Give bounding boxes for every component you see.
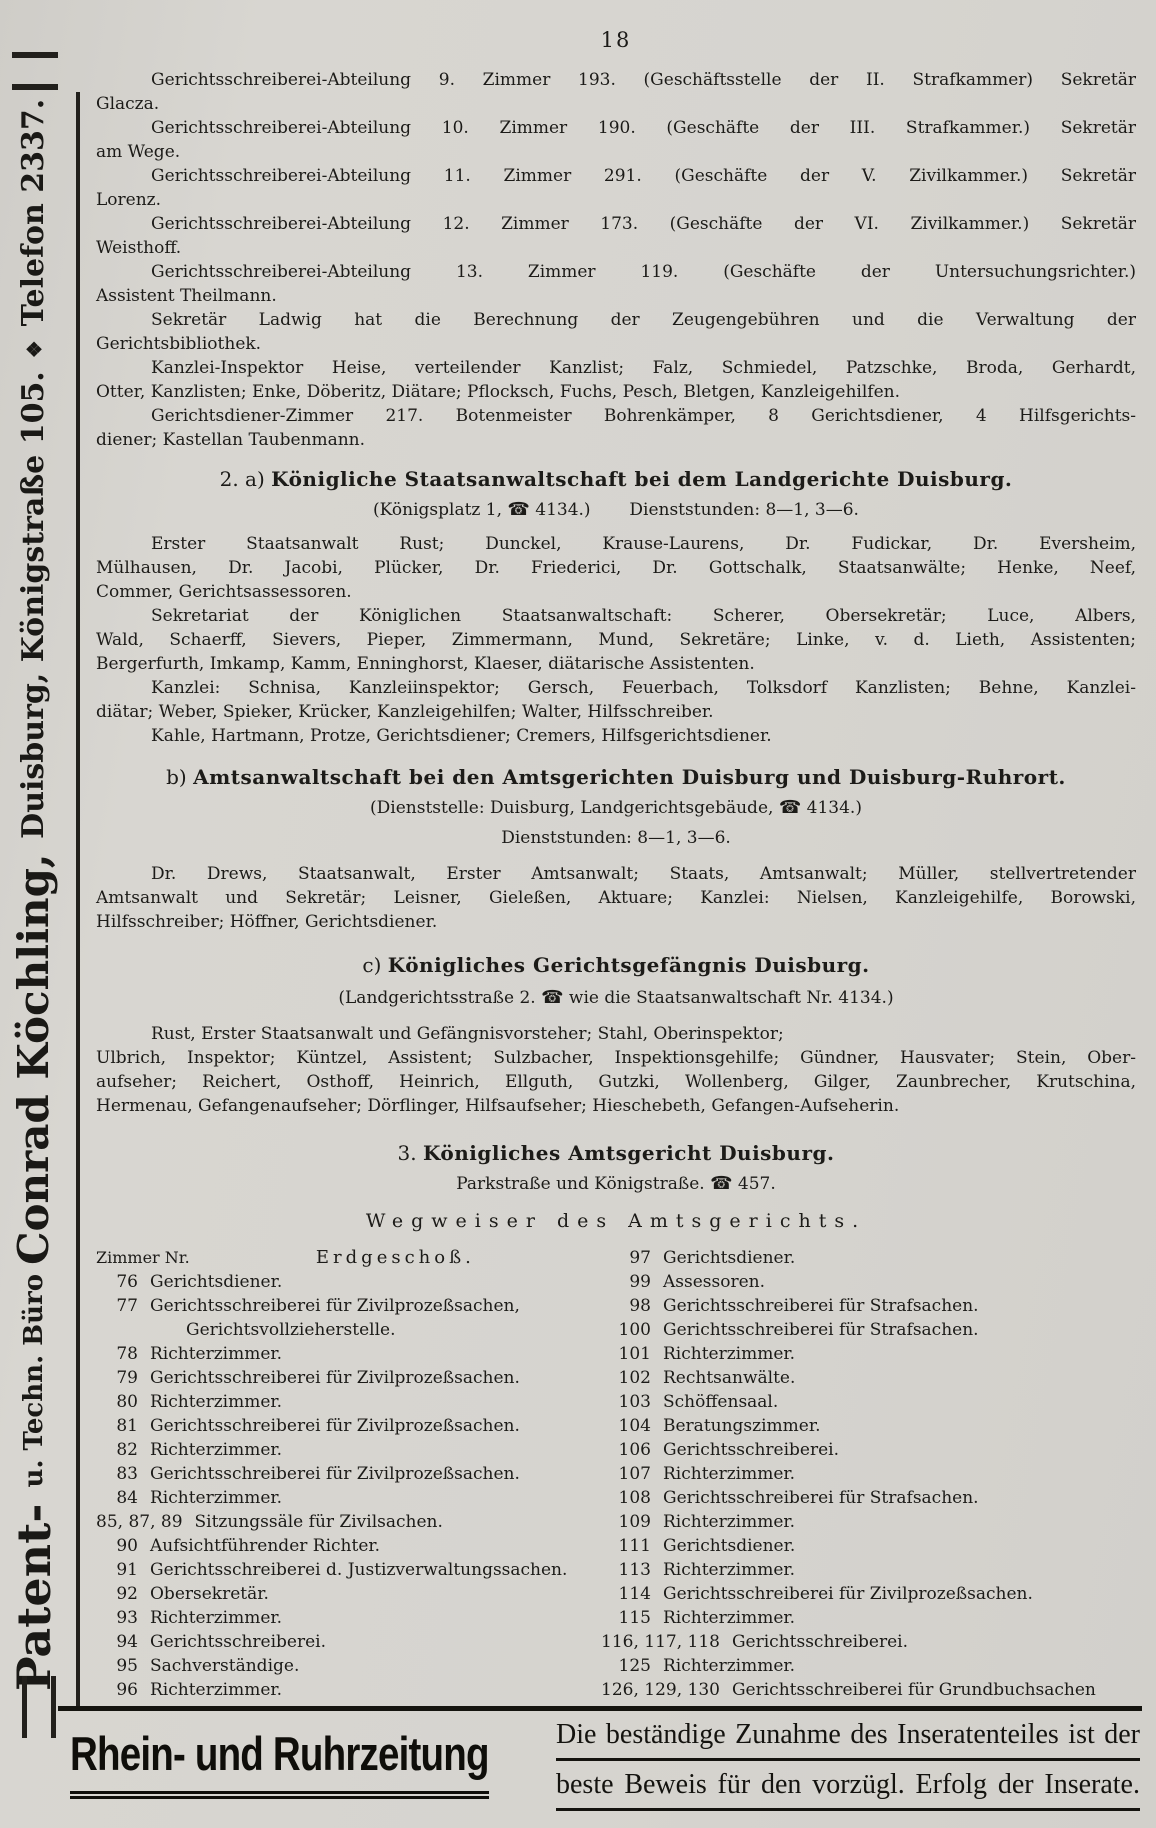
wegweiser-row [601, 1582, 1136, 1606]
text-line: Erster Staatsanwalt Rust; Dunckel, Krause-Laurens, Dr. Fudickar, Dr. Eversheim, [151, 534, 1136, 554]
room-number: 114 [618, 1584, 651, 1604]
text-line: Gerichtsbibliothek. [96, 334, 262, 354]
section-c-address-line [96, 986, 1136, 1010]
room-label: Richterzimmer. [663, 1464, 796, 1484]
wegweiser-row [601, 1318, 1136, 1342]
room-label: Richterzimmer. [150, 1680, 283, 1700]
newspaper-brand: Rhein- und Ruhrzeitung [70, 1726, 489, 1799]
wegweiser-row [601, 1486, 1136, 1510]
section-c-heading [96, 952, 1136, 978]
text-line: Gerichtsschreiberei-Abteilung 11. Zimmer 291. (Geschäfte der V. Zivilkammer.) Sekretär [151, 166, 1136, 186]
wegweiser-row [601, 1462, 1136, 1486]
room-label: Gerichtsvollzieherstelle. [186, 1320, 396, 1340]
wegweiser-left-rows [96, 1270, 601, 1702]
wegweiser-row [601, 1678, 1136, 1702]
text-line: Gerichtsschreiberei-Abteilung 12. Zimmer 173. (Geschäfte der VI. Zivilkammer.) Sekretär [151, 214, 1136, 234]
floor-header: Erdgeschoß. [315, 1247, 475, 1268]
room-label: Gerichtsschreiberei für Zivilprozeßsachen. [150, 1368, 520, 1388]
footer-ad-line: Die beständige Zunahme des Inseratenteiles ist der [556, 1718, 1140, 1761]
room-number: 108 [618, 1488, 651, 1508]
text-line: Weisthoff. [96, 238, 182, 258]
section-title: Königliches Amtsgericht Duisburg. [422, 1141, 835, 1165]
sidebar-street: Königstraße 105. [16, 360, 51, 663]
wegweiser-row [96, 1318, 601, 1342]
phone-icon: ☎ [507, 499, 530, 520]
intro-paragraphs [96, 68, 1136, 452]
sidebar-city: Duisburg, [16, 662, 51, 839]
text-line: Glacza. [96, 94, 160, 114]
text-line: Commer, Gerichtsassessoren. [96, 582, 352, 602]
section3-address-line [96, 1172, 1136, 1196]
section-b-address-line [96, 796, 1136, 820]
wegweiser-left-column [96, 1246, 601, 1702]
room-number: 84 [116, 1488, 138, 1508]
wegweiser-row [96, 1486, 601, 1510]
wegweiser-row [601, 1654, 1136, 1678]
text-line: Kanzlei-Inspektor Heise, verteilender Kanzlist; Falz, Schmiedel, Patzschke, Broda, Gerhardt, [151, 358, 1136, 378]
wegweiser-row [601, 1366, 1136, 1390]
address-text: (Landgerichtsstraße 2. [338, 988, 536, 1008]
room-number: 80 [116, 1392, 138, 1412]
wegweiser-row [96, 1606, 601, 1630]
room-number: 83 [116, 1464, 138, 1484]
section-b-heading [96, 764, 1136, 790]
sidebar-ad-text [0, 0, 78, 1790]
room-number: 106 [618, 1440, 651, 1460]
sidebar-phone: Telefon 2337. [16, 98, 51, 337]
room-number: 100 [618, 1320, 651, 1340]
text-line: Wald, Schaerff, Sievers, Pieper, Zimmermann, Mund, Sekretäre; Linke, v. d. Lieth, Assistenten; [96, 630, 1136, 650]
section3-heading [96, 1140, 1136, 1166]
wegweiser-row [601, 1534, 1136, 1558]
room-label: Gerichtsdiener. [150, 1272, 283, 1292]
room-number: 102 [618, 1368, 651, 1388]
wegweiser-row [96, 1390, 601, 1414]
sidebar-ad [0, 0, 84, 1828]
wegweiser-row [96, 1582, 601, 1606]
room-label: Gerichtsdiener. [663, 1248, 796, 1268]
room-label: Richterzimmer. [663, 1560, 796, 1580]
text-line: Amtsanwalt und Sekretär; Leisner, Gieleßen, Aktuare; Kanzlei: Nielsen, Kanzleigehilfe, Borowski, [96, 888, 1136, 908]
diamond-icon: ❖ [22, 336, 46, 361]
sidebar-divider-rule [76, 92, 80, 1708]
text-line: Gerichtsschreiberei-Abteilung 10. Zimmer 190. (Geschäfte der III. Strafkammer.) Sekretär [151, 118, 1136, 138]
text-line: Hermenau, Gefangenaufseher; Dörflinger, Hilfsaufseher; Hieschebeth, Gefangen-Aufseherin. [96, 1096, 900, 1116]
room-number: 125 [618, 1656, 651, 1676]
wegweiser-header-row [96, 1246, 601, 1270]
footer-ad-text [540, 1718, 1140, 1818]
address-text: (Dienststelle: Duisburg, Landgerichtsgebäude, [370, 798, 774, 818]
wegweiser-row [96, 1270, 601, 1294]
room-label: Richterzimmer. [663, 1656, 796, 1676]
room-number: 77 [116, 1296, 138, 1316]
wegweiser-row [96, 1462, 601, 1486]
room-label: Assessoren. [663, 1272, 766, 1292]
room-number: 95 [116, 1656, 138, 1676]
page-number: 18 [600, 28, 632, 52]
room-number: 126, 129, 130 [601, 1680, 720, 1700]
room-label: Richterzimmer. [150, 1488, 283, 1508]
room-label: Gerichtsschreiberei für Strafsachen. [663, 1296, 979, 1316]
text-line: diätar; Weber, Spieker, Krücker, Kanzleigehilfen; Walter, Hilfsschreiber. [96, 702, 714, 722]
text-line: Rust, Erster Staatsanwalt und Gefängnisvorsteher; Stahl, Oberinspektor; [151, 1024, 784, 1044]
wegweiser-row [601, 1630, 1136, 1654]
wegweiser-row [96, 1342, 601, 1366]
room-number [96, 1318, 138, 1342]
wegweiser-row [601, 1558, 1136, 1582]
text-line: Gerichtsschreiberei-Abteilung 13. Zimmer 119. (Geschäfte der Untersuchungsrichter.) [151, 262, 1136, 282]
office-hours: Dienststunden: 8—1, 3—6. [629, 500, 859, 520]
room-label: Richterzimmer. [150, 1392, 283, 1412]
wegweiser-row [96, 1366, 601, 1390]
section-title: Königliches Gerichtsgefängnis Duisburg. [387, 953, 870, 977]
footer-ad [70, 1718, 1140, 1818]
wegweiser-row [601, 1270, 1136, 1294]
room-label: Rechtsanwälte. [663, 1368, 796, 1388]
section-letter: b) [166, 765, 187, 789]
section-title: Amtsanwaltschaft bei den Amtsgerichten Duisburg und Duisburg-Ruhrort. [193, 765, 1066, 789]
room-number: 78 [116, 1344, 138, 1364]
address-text: (Königsplatz 1, [373, 500, 503, 520]
wegweiser-title: Wegweiser des Amtsgerichts. [365, 1210, 867, 1232]
room-number: 94 [116, 1632, 138, 1652]
room-label: Richterzimmer. [150, 1440, 283, 1460]
room-label: Gerichtsschreiberei für Zivilprozeßsachen. [150, 1464, 520, 1484]
wegweiser-row [96, 1678, 601, 1702]
wegweiser-right-column [601, 1246, 1136, 1702]
room-number: 99 [629, 1272, 651, 1292]
section-b-hours-line [96, 826, 1136, 850]
phone-icon: ☎ [541, 987, 564, 1008]
room-label: Beratungszimmer. [663, 1416, 821, 1436]
section-b-paragraphs [96, 862, 1136, 934]
room-label: Schöffensaal. [663, 1392, 779, 1412]
room-number: 103 [618, 1392, 651, 1412]
room-number: 92 [116, 1584, 138, 1604]
wegweiser-row [96, 1558, 601, 1582]
section-title: Königliche Staatsanwaltschaft bei dem Landgerichte Duisburg. [271, 467, 1013, 491]
text-line: diener; Kastellan Taubenmann. [96, 430, 366, 450]
wegweiser-row [96, 1510, 601, 1534]
newspaper-brand-wrap [70, 1718, 540, 1799]
address-text: Parkstraße und Königstraße. [456, 1174, 705, 1194]
room-label: Gerichtsdiener. [663, 1536, 796, 1556]
room-label: Gerichtsschreiberei. [731, 1632, 908, 1652]
room-number-header: Zimmer Nr. [96, 1248, 190, 1267]
room-number: 82 [116, 1440, 138, 1460]
room-label: Richterzimmer. [663, 1344, 796, 1364]
main-text-column [96, 0, 1136, 1702]
sidebar-word-buero: u. Techn. Büro [19, 1265, 49, 1488]
section-number: 3. [397, 1141, 417, 1165]
wegweiser-row [96, 1294, 601, 1318]
text-line: Gerichtsdiener-Zimmer 217. Botenmeister Bohrenkämper, 8 Gerichtsdiener, 4 Hilfsgerichts- [151, 406, 1136, 426]
wegweiser-right-rows [601, 1246, 1136, 1702]
phone-number: 457. [737, 1174, 776, 1194]
room-label: Gerichtsschreiberei. [663, 1440, 840, 1460]
section-letter: a) [245, 467, 265, 491]
wegweiser-row [601, 1342, 1136, 1366]
room-label: Gerichtsschreiberei für Zivilprozeßsachen. [150, 1416, 520, 1436]
footer-ad-line: beste Beweis für den vorzügl. Erfolg der Inserate. [556, 1768, 1140, 1811]
text-line: Gerichtsschreiberei-Abteilung 9. Zimmer 193. (Geschäftsstelle der II. Strafkammer) Sekretär [151, 70, 1136, 90]
room-label: Richterzimmer. [150, 1344, 283, 1364]
wegweiser-row [601, 1438, 1136, 1462]
text-line: Lorenz. [96, 190, 162, 210]
text-line: Mülhausen, Dr. Jacobi, Plücker, Dr. Friederici, Dr. Gottschalk, Staatsanwälte; Henke, Neef, [96, 558, 1136, 578]
section2-heading [96, 466, 1136, 492]
text-line: Dr. Drews, Staatsanwalt, Erster Amtsanwalt; Staats, Amtsanwalt; Müller, stellvertretender [151, 864, 1136, 884]
wegweiser-row [601, 1606, 1136, 1630]
office-hours: Dienststunden: 8—1, 3—6. [501, 828, 731, 848]
room-label: Richterzimmer. [663, 1512, 796, 1532]
room-number: 113 [618, 1560, 651, 1580]
room-label: Sachverständige. [150, 1656, 300, 1676]
text-line: Sekretariat der Königlichen Staatsanwaltschaft: Scherer, Obersekretär; Luce, Albers, [151, 606, 1136, 626]
room-label: Richterzimmer. [150, 1608, 283, 1628]
wegweiser-table [96, 1246, 1136, 1702]
room-label: Gerichtsschreiberei. [150, 1632, 327, 1652]
room-number: 101 [618, 1344, 651, 1364]
room-label: Gerichtsschreiberei für Zivilprozeßsachen. [663, 1584, 1033, 1604]
wegweiser-row [601, 1414, 1136, 1438]
room-number: 115 [618, 1608, 651, 1628]
wegweiser-row [96, 1534, 601, 1558]
room-number: 91 [116, 1560, 138, 1580]
room-label: Gerichtsschreiberei für Grundbuchsachen [731, 1680, 1096, 1700]
phone-note: wie die Staatsanwaltschaft Nr. 4134.) [568, 988, 894, 1008]
room-number: 107 [618, 1464, 651, 1484]
text-line: Ulbrich, Inspektor; Küntzel, Assistent; Sulzbacher, Inspektionsgehilfe; Gündner, Hausvater; Stein, Ober- [96, 1048, 1136, 1068]
room-label: Aufsichtführender Richter. [150, 1536, 381, 1556]
phone-number: 4134.) [806, 798, 862, 818]
text-line: am Wege. [96, 142, 181, 162]
text-line: Kanzlei: Schnisa, Kanzleiinspektor; Gersch, Feuerbach, Tolksdorf Kanzlisten; Behne, Kanzlei- [151, 678, 1136, 698]
room-number: 97 [629, 1248, 651, 1268]
wegweiser-row [601, 1294, 1136, 1318]
wegweiser-row [601, 1246, 1136, 1270]
room-label: Gerichtsschreiberei d. Justizverwaltungssachen. [150, 1560, 568, 1580]
room-number: 111 [618, 1536, 651, 1556]
room-number: 93 [116, 1608, 138, 1628]
room-number: 109 [618, 1512, 651, 1532]
text-line: Sekretär Ladwig hat die Berechnung der Zeugengebühren und die Verwaltung der [151, 310, 1136, 330]
wegweiser-row [96, 1414, 601, 1438]
section-number: 2. [219, 467, 239, 491]
room-number: 79 [116, 1368, 138, 1388]
section-letter: c) [362, 953, 382, 977]
wegweiser-row [96, 1630, 601, 1654]
wegweiser-row [601, 1510, 1136, 1534]
phone-icon: ☎ [710, 1173, 733, 1194]
phone-icon: ☎ [778, 797, 802, 818]
room-number: 90 [116, 1536, 138, 1556]
text-line: Otter, Kanzlisten; Enke, Döberitz, Diätare; Pflocksch, Fuchs, Pesch, Bletgen, Kanzleigehilfen. [96, 382, 901, 402]
text-line: aufseher; Reichert, Osthoff, Heinrich, Ellguth, Gutzki, Wollenberg, Gilger, Zaunbrecher, Krutschina, [96, 1072, 1136, 1092]
room-number: 81 [116, 1416, 138, 1436]
room-label: Gerichtsschreiberei für Zivilprozeßsachen, [150, 1296, 520, 1316]
room-number: 98 [629, 1296, 651, 1316]
section2-paragraphs [96, 532, 1136, 748]
sidebar-company-name: Conrad Köchling, [9, 838, 58, 1265]
wegweiser-row [96, 1654, 601, 1678]
wegweiser-row [96, 1438, 601, 1462]
sidebar-word-patent: Patent- [7, 1487, 61, 1692]
footer-separator-rule [58, 1706, 1142, 1711]
double-rule-bottom-icon [22, 1676, 56, 1738]
phone-number: 4134.) [535, 500, 591, 520]
section2-address-line [96, 498, 1136, 522]
text-line: Assistent Theilmann. [96, 286, 277, 306]
room-number: 104 [618, 1416, 651, 1436]
room-number: 96 [116, 1680, 138, 1700]
room-number: 76 [116, 1272, 138, 1292]
section-c-paragraphs [96, 1022, 1136, 1118]
room-number: 85, 87, 89 [96, 1512, 183, 1532]
text-line: Hilfsschreiber; Höffner, Gerichtsdiener. [96, 912, 438, 932]
room-label: Gerichtsschreiberei für Strafsachen. [663, 1488, 979, 1508]
room-label: Richterzimmer. [663, 1608, 796, 1628]
room-label: Sitzungssäle für Zivilsachen. [194, 1512, 443, 1532]
room-label: Obersekretär. [150, 1584, 269, 1604]
wegweiser-row [601, 1390, 1136, 1414]
text-line: Kahle, Hartmann, Protze, Gerichtsdiener; Cremers, Hilfsgerichtsdiener. [151, 726, 772, 746]
room-label: Gerichtsschreiberei für Strafsachen. [663, 1320, 979, 1340]
text-line: Bergerfurth, Imkamp, Kamm, Enninghorst, Klaeser, diätarische Assistenten. [96, 654, 755, 674]
room-number: 116, 117, 118 [601, 1632, 720, 1652]
